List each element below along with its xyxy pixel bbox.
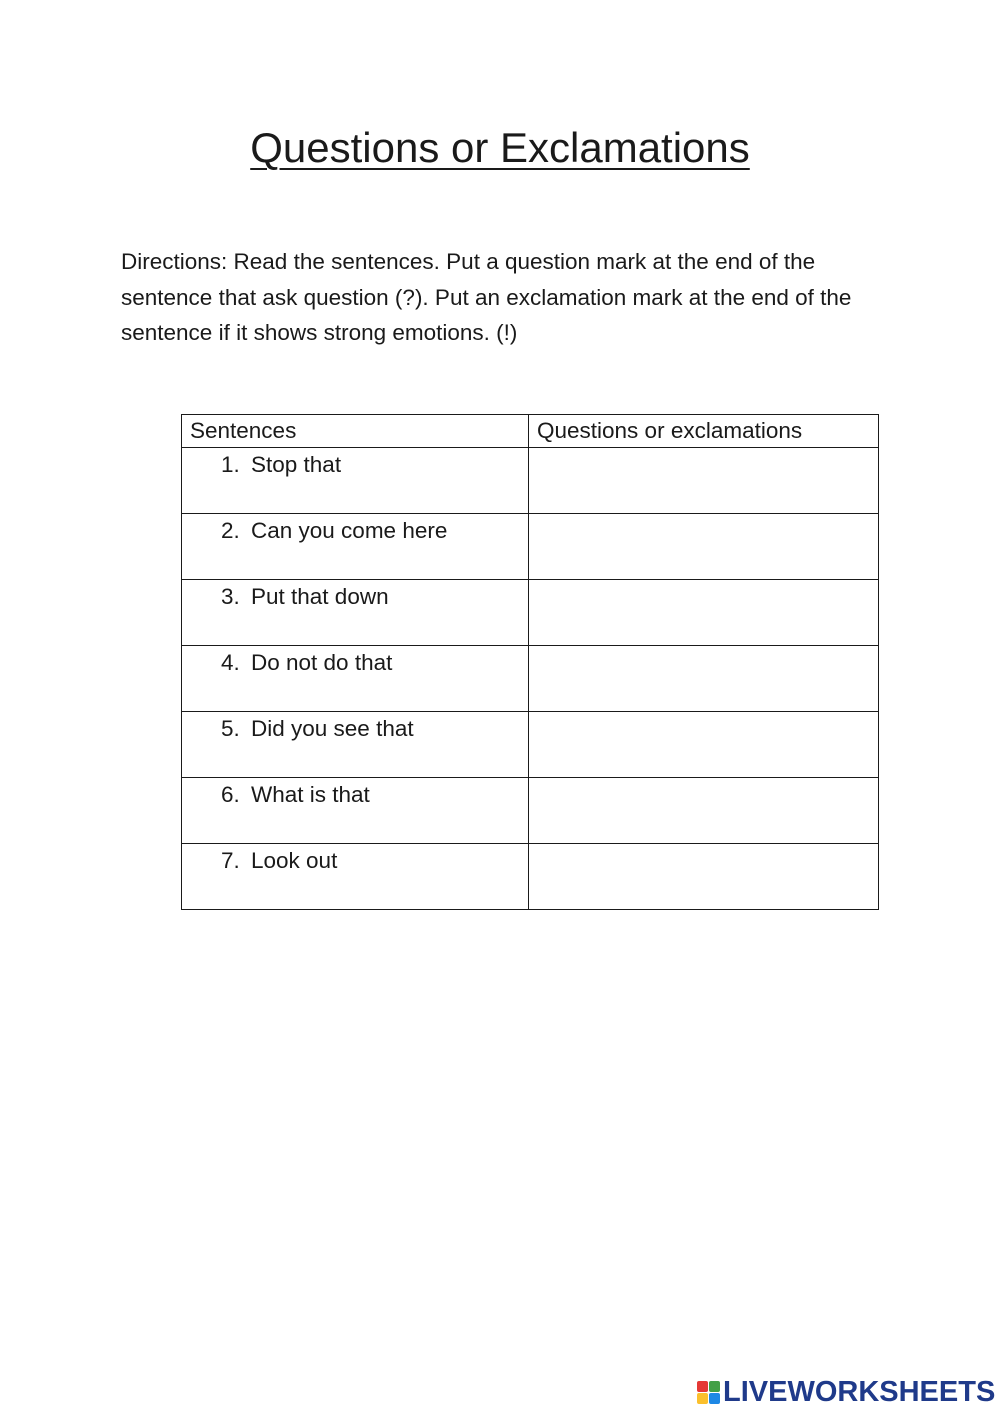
item-number: 1. bbox=[221, 452, 240, 477]
table-row bbox=[182, 448, 879, 514]
table-row bbox=[182, 778, 879, 844]
answer-cell[interactable] bbox=[529, 712, 879, 778]
item-number: 3. bbox=[221, 584, 240, 609]
sentence-cell bbox=[182, 712, 529, 778]
sentence-text: Look out bbox=[251, 848, 338, 873]
sentence-text: What is that bbox=[251, 782, 370, 807]
sentence-text: Stop that bbox=[251, 452, 342, 477]
answer-cell[interactable] bbox=[529, 646, 879, 712]
header-questions-or-exclamations: Questions or exclamations bbox=[529, 415, 879, 448]
sentence-cell bbox=[182, 646, 529, 712]
liveworksheets-logo-icon bbox=[697, 1381, 720, 1404]
answer-cell[interactable] bbox=[529, 844, 879, 910]
sentence-cell bbox=[182, 580, 529, 646]
directions-text: Directions: Read the sentences. Put a question mark at the end of the sentence that ask question (?). Put an exclamation mark at the end of the sentence if it shows strong emotions. (!) bbox=[121, 249, 852, 345]
item-number: 2. bbox=[221, 518, 240, 543]
sentence-text: Put that down bbox=[251, 584, 389, 609]
table-row bbox=[182, 514, 879, 580]
liveworksheets-logo bbox=[697, 1376, 995, 1408]
table-row bbox=[182, 712, 879, 778]
answer-cell[interactable] bbox=[529, 580, 879, 646]
table-row bbox=[182, 646, 879, 712]
sentence-cell bbox=[182, 448, 529, 514]
logo-text: LIVEWORKSHEETS bbox=[723, 1376, 996, 1408]
item-number: 6. bbox=[221, 782, 240, 807]
item-number: 4. bbox=[221, 650, 240, 675]
header-sentences: Sentences bbox=[182, 415, 529, 448]
logo-square-blue bbox=[709, 1393, 720, 1404]
sentence-text: Do not do that bbox=[251, 650, 393, 675]
answer-cell[interactable] bbox=[529, 778, 879, 844]
sentence-cell bbox=[182, 844, 529, 910]
answer-table bbox=[181, 414, 879, 910]
sentence-text: Did you see that bbox=[251, 716, 414, 741]
logo-square-green bbox=[709, 1381, 720, 1392]
answer-cell[interactable] bbox=[529, 448, 879, 514]
sentence-cell bbox=[182, 514, 529, 580]
logo-square-red bbox=[697, 1381, 708, 1392]
item-number: 7. bbox=[221, 848, 240, 873]
table-header-row bbox=[182, 415, 879, 448]
sentence-cell bbox=[182, 778, 529, 844]
logo-square-yellow bbox=[697, 1393, 708, 1404]
item-number: 5. bbox=[221, 716, 240, 741]
table-row bbox=[182, 844, 879, 910]
worksheet-title: Questions or Exclamations bbox=[250, 124, 750, 171]
sentence-text: Can you come here bbox=[251, 518, 448, 543]
table-row bbox=[182, 580, 879, 646]
answer-cell[interactable] bbox=[529, 514, 879, 580]
